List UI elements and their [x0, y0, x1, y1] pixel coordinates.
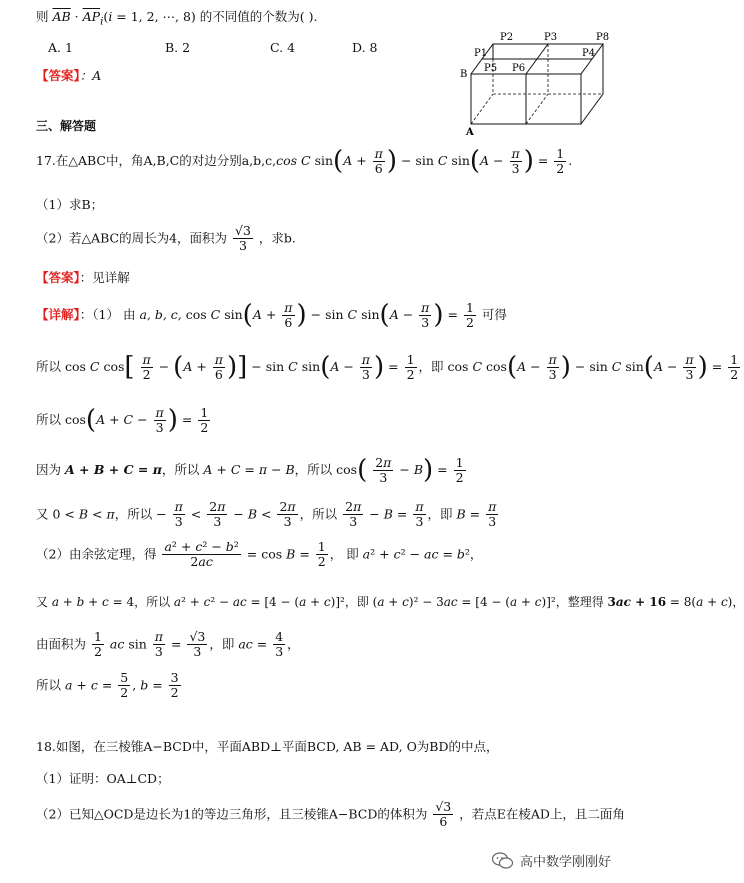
- option-c[interactable]: C. 4: [270, 40, 296, 55]
- label-b: B: [460, 69, 468, 80]
- label-p2: P2: [500, 32, 514, 43]
- q17-part2: （2）若△ABC的周长为4，面积为 $\frac{√3}{3}$ ，求b.: [36, 223, 296, 254]
- answer-tag: 【答案】: [36, 68, 80, 83]
- label-p8: P8: [596, 32, 610, 43]
- option-d[interactable]: D. 8: [352, 40, 378, 55]
- label-a: A: [466, 127, 474, 138]
- q18-stem: 18.如图，在三棱锥A−BCD中，平面ABD⊥平面BCD, AB = AD, O为BD的中点，: [36, 739, 499, 754]
- wechat-icon: [492, 852, 514, 870]
- q17-step8: 所以 a + c = $\frac{5}{2}$ , b = $\frac{3}{2}$: [36, 670, 179, 701]
- q17-answer: 【答案】：见详解: [36, 270, 130, 285]
- q17-stem: 17.在△ABC中，角A,B,C的对边分别a,b,c,cos C sin(A + $\frac{\pi}{6}$ ) − sin C sin(A − $\frac{\pi}{3}$ ) = $\frac{1}{2}$ .: [36, 145, 573, 177]
- label-p4: P4: [582, 48, 596, 59]
- q17-step7: 由面积为 $\frac{1}{2}$ ac sin $\frac{\pi}{3}$ = $\frac{√3}{3}$ ，即 ac = $\frac{4}{3}$ ，: [36, 629, 300, 660]
- q17-step2: 所以 cos(A + C − $\frac{\pi}{3}$ ) = $\frac{1}{2}$: [36, 404, 209, 436]
- option-b[interactable]: B. 2: [165, 40, 191, 55]
- q17-part1: （1）求B；: [36, 197, 104, 212]
- label-p5: P5: [484, 63, 498, 74]
- q17-step1: 所以 cos C cos[ $\frac{\pi}{2}$ − (A + $\frac{\pi}{6}$ )] − sin C sin(A − $\frac{\pi}{3}$ ) = $\frac{1}{2}$ ，即 cos C cos(A − $\frac{\pi}{3}$ ) − sin C sin(A − $\frac{\pi}{3}$ ) = $\frac{1}{2}$: [36, 351, 739, 383]
- section-title: 三、解答题: [36, 119, 97, 133]
- q16-answer: 【答案】：A: [36, 68, 102, 83]
- q17-step4: 又 0 < B < π，所以 − $\frac{\pi}{3}$ < $\frac{2\pi}{3}$ − B < $\frac{2\pi}{3}$ ，所以 $\frac{2\pi}{3}$ − B = $\frac{\pi}{3}$ ，即 B = $\frac{\pi}{3}$: [36, 499, 497, 530]
- q18-part1: （1）证明：OA⊥CD；: [36, 771, 170, 786]
- label-p1: P1: [474, 48, 488, 59]
- q18-part2: （2）已知△OCD是边长为1的等边三角形，且三棱锥A−BCD的体积为 $\frac{√3}{6}$ ，若点E在棱AD上，且二面角: [36, 799, 625, 830]
- label-p3: P3: [544, 32, 558, 43]
- q17-step3: 因为 A + B + C = π，所以 A + C = π − B，所以 cos( $\frac{2\pi}{3}$ − B) = $\frac{1}{2}$: [36, 454, 464, 486]
- label-p6: P6: [512, 63, 526, 74]
- cube-figure: [460, 28, 630, 138]
- q17-detail-intro: 【详解】：（1） 由 a, b, c, cos C sin(A + $\frac{\pi}{6}$ ) − sin C sin(A − $\frac{\pi}{3}$ ) = $\frac{1}{2}$ 可得: [36, 299, 507, 331]
- q17-step5: （2）由余弦定理，得 $\frac{\text{a² + c² − b²}}{2ac}$ = cos B = $\frac{1}{2}$ ， 即 a² + c² − ac = b²，: [36, 539, 483, 570]
- q16-stem: 则 $\overline{AB} \cdot \overline{AP}_i(i = 1$, 2, ⋯, 8) 的不同值的个数为( ).: [36, 9, 318, 28]
- footer-brand: 高中数学刚刚好: [492, 851, 611, 870]
- option-a[interactable]: A. 1: [48, 40, 73, 55]
- q17-step6: 又 a + b + c = 4，所以 a² + c² − ac = [4 − (a + c)]²，即 (a + c)² − 3ac = [4 − (a + c)]²，整理得 3ac + 16 = 8(a + c)，: [36, 595, 744, 609]
